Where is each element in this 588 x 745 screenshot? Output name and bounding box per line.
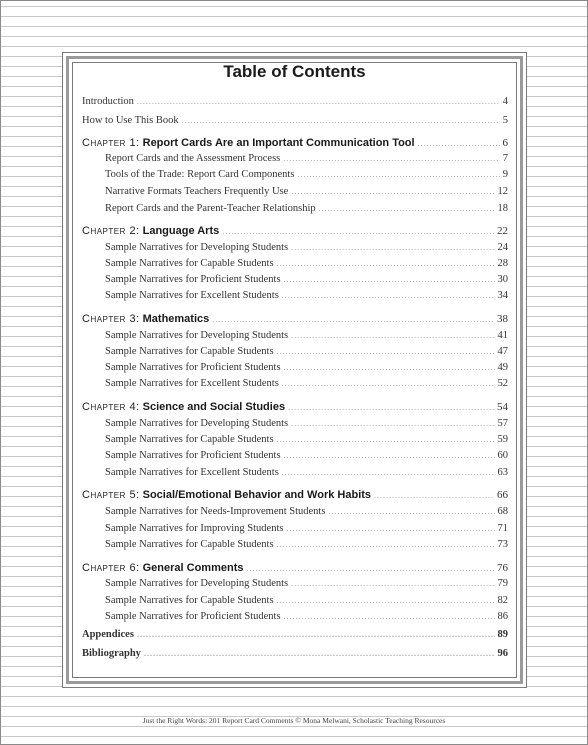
entry-page: 24 bbox=[497, 242, 508, 253]
dot-leader bbox=[291, 419, 494, 428]
dot-leader bbox=[277, 347, 495, 356]
toc-entry-appendices[interactable] bbox=[82, 629, 508, 644]
entry-label: Appendices bbox=[82, 629, 134, 640]
toc-entry[interactable] bbox=[105, 450, 508, 465]
toc-entry-introduction[interactable] bbox=[82, 96, 508, 111]
dot-leader bbox=[222, 227, 494, 236]
page-footer: Just the Right Words: 201 Report Card Comments © Mona Melwani, Scholastic Teaching Resources bbox=[142, 716, 446, 725]
toc-entry[interactable] bbox=[105, 258, 508, 273]
entry-label: Sample Narratives for Excellent Students bbox=[105, 290, 279, 301]
entry-label: Sample Narratives for Capable Students bbox=[105, 434, 274, 445]
chapter-number: Chapter 4: bbox=[82, 401, 140, 413]
chapter-title: Language Arts bbox=[142, 225, 220, 237]
chapter-number: Chapter 6: bbox=[82, 562, 140, 574]
entry-label: Sample Narratives for Proficient Students bbox=[105, 274, 281, 285]
entry-page: 38 bbox=[497, 313, 508, 325]
entry-page: 54 bbox=[497, 401, 508, 413]
toc-chapter-3[interactable] bbox=[82, 313, 508, 328]
toc-entry[interactable] bbox=[105, 203, 508, 218]
entry-page: 82 bbox=[497, 595, 508, 606]
chapter-title: General Comments bbox=[142, 562, 244, 574]
entry-label: Report Cards and the Parent-Teacher Relationship bbox=[105, 203, 316, 214]
toc-entry[interactable] bbox=[105, 506, 508, 521]
chapter-number: Chapter 3: bbox=[82, 313, 140, 325]
toc-entry[interactable] bbox=[105, 274, 508, 289]
dot-leader bbox=[282, 291, 495, 300]
chapter-title: Mathematics bbox=[142, 313, 210, 325]
entry-label: Sample Narratives for Developing Students bbox=[105, 418, 289, 429]
toc-entry[interactable] bbox=[105, 578, 508, 593]
dot-leader bbox=[297, 170, 499, 179]
entry-page: 9 bbox=[502, 169, 508, 180]
entry-page: 5 bbox=[502, 115, 508, 126]
dot-leader bbox=[182, 116, 500, 125]
toc-entry[interactable] bbox=[105, 611, 508, 626]
entry-page: 47 bbox=[497, 346, 508, 357]
entry-label: Sample Narratives for Proficient Students bbox=[105, 611, 281, 622]
toc-chapter-4[interactable] bbox=[82, 401, 508, 416]
chapter-title: Report Cards Are an Important Communication Tool bbox=[142, 137, 415, 149]
toc-entry[interactable] bbox=[105, 523, 508, 538]
toc-entry[interactable] bbox=[105, 346, 508, 361]
entry-label: Sample Narratives for Developing Students bbox=[105, 330, 289, 341]
entry-page: 6 bbox=[502, 137, 508, 149]
dot-leader bbox=[284, 363, 495, 372]
toc-entry[interactable] bbox=[105, 595, 508, 610]
entry-page: 86 bbox=[497, 611, 508, 622]
toc-entry[interactable] bbox=[105, 290, 508, 305]
dot-leader bbox=[137, 630, 495, 639]
dot-leader bbox=[144, 649, 495, 658]
entry-label: Introduction bbox=[82, 96, 134, 107]
entry-page: 22 bbox=[497, 225, 508, 237]
entry-page: 76 bbox=[497, 562, 508, 574]
toc-chapter-6[interactable] bbox=[82, 562, 508, 577]
toc-entry[interactable] bbox=[105, 434, 508, 449]
entry-label: Sample Narratives for Capable Students bbox=[105, 346, 274, 357]
entry-page: 89 bbox=[497, 629, 508, 640]
entry-page: 34 bbox=[497, 290, 508, 301]
toc-chapter-1[interactable] bbox=[82, 137, 508, 152]
entry-page: 49 bbox=[497, 362, 508, 373]
entry-label: Narrative Formats Teachers Frequently Use bbox=[105, 186, 289, 197]
entry-page: 73 bbox=[497, 539, 508, 550]
chapter-number: Chapter 1: bbox=[82, 137, 140, 149]
dot-leader bbox=[288, 403, 494, 412]
dot-leader bbox=[277, 596, 495, 605]
entry-page: 18 bbox=[497, 203, 508, 214]
dot-leader bbox=[277, 540, 495, 549]
entry-label: Bibliography bbox=[82, 648, 141, 659]
dot-leader bbox=[282, 379, 495, 388]
dot-leader bbox=[374, 491, 494, 500]
entry-label: Sample Narratives for Improving Students bbox=[105, 523, 284, 534]
dot-leader bbox=[328, 507, 494, 516]
entry-page: 28 bbox=[497, 258, 508, 269]
entry-label: Sample Narratives for Capable Students bbox=[105, 539, 274, 550]
dot-leader bbox=[247, 564, 495, 573]
dot-leader bbox=[291, 331, 494, 340]
dot-leader bbox=[277, 259, 495, 268]
entry-label: Sample Narratives for Capable Students bbox=[105, 595, 274, 606]
toc-entry[interactable] bbox=[105, 362, 508, 377]
entry-label: Sample Narratives for Proficient Students bbox=[105, 362, 281, 373]
entry-label: Report Cards and the Assessment Process bbox=[105, 153, 281, 164]
dot-leader bbox=[286, 524, 494, 533]
entry-page: 71 bbox=[497, 523, 508, 534]
toc-entry[interactable] bbox=[105, 153, 508, 168]
toc-entry-how-to-use[interactable] bbox=[82, 115, 508, 130]
toc-entry[interactable] bbox=[105, 186, 508, 201]
dot-leader bbox=[291, 187, 494, 196]
entry-page: 57 bbox=[497, 418, 508, 429]
entry-page: 66 bbox=[497, 489, 508, 501]
dot-leader bbox=[283, 154, 499, 163]
entry-page: 7 bbox=[502, 153, 508, 164]
entry-label: Sample Narratives for Developing Students bbox=[105, 578, 289, 589]
dot-leader bbox=[319, 204, 495, 213]
entry-page: 59 bbox=[497, 434, 508, 445]
entry-page: 96 bbox=[497, 648, 508, 659]
entry-label: Sample Narratives for Developing Students bbox=[105, 242, 289, 253]
entry-label: Sample Narratives for Proficient Students bbox=[105, 450, 281, 461]
dot-leader bbox=[291, 243, 494, 252]
entry-page: 4 bbox=[502, 96, 508, 107]
entry-label: Sample Narratives for Capable Students bbox=[105, 258, 274, 269]
toc-chapter-5[interactable] bbox=[82, 489, 508, 504]
chapter-number: Chapter 5: bbox=[82, 489, 140, 501]
entry-label: Sample Narratives for Needs-Improvement Students bbox=[105, 506, 326, 517]
chapter-number: Chapter 2: bbox=[82, 225, 140, 237]
dot-leader bbox=[291, 579, 494, 588]
entry-page: 68 bbox=[497, 506, 508, 517]
dot-leader bbox=[282, 468, 495, 477]
toc-entry[interactable] bbox=[105, 242, 508, 257]
toc-entry[interactable] bbox=[105, 169, 508, 184]
chapter-title: Social/Emotional Behavior and Work Habits bbox=[142, 489, 372, 501]
toc-entry[interactable] bbox=[105, 539, 508, 554]
dot-leader bbox=[212, 315, 494, 324]
entry-page: 63 bbox=[497, 467, 508, 478]
entry-label: Tools of the Trade: Report Card Components bbox=[105, 169, 295, 180]
entry-label: Sample Narratives for Excellent Students bbox=[105, 378, 279, 389]
entry-page: 12 bbox=[497, 186, 508, 197]
toc-entry[interactable] bbox=[105, 330, 508, 345]
entry-label: Sample Narratives for Excellent Students bbox=[105, 467, 279, 478]
toc-entry[interactable] bbox=[105, 467, 508, 482]
entry-label: How to Use This Book bbox=[82, 115, 179, 126]
dot-leader bbox=[277, 435, 495, 444]
toc-entry[interactable] bbox=[105, 378, 508, 393]
entry-page: 30 bbox=[497, 274, 508, 285]
dot-leader bbox=[284, 275, 495, 284]
entry-page: 79 bbox=[497, 578, 508, 589]
toc-entry[interactable] bbox=[105, 418, 508, 433]
chapter-title: Science and Social Studies bbox=[142, 401, 286, 413]
page-title: Table of Contents bbox=[223, 62, 366, 81]
dot-leader bbox=[284, 451, 495, 460]
entry-page: 41 bbox=[497, 330, 508, 341]
entry-page: 52 bbox=[497, 378, 508, 389]
entry-page: 60 bbox=[497, 450, 508, 461]
dot-leader bbox=[418, 139, 500, 148]
dot-leader bbox=[284, 612, 495, 621]
dot-leader bbox=[137, 97, 500, 106]
toc-entry-bibliography[interactable] bbox=[82, 648, 508, 663]
toc-chapter-2[interactable] bbox=[82, 225, 508, 240]
